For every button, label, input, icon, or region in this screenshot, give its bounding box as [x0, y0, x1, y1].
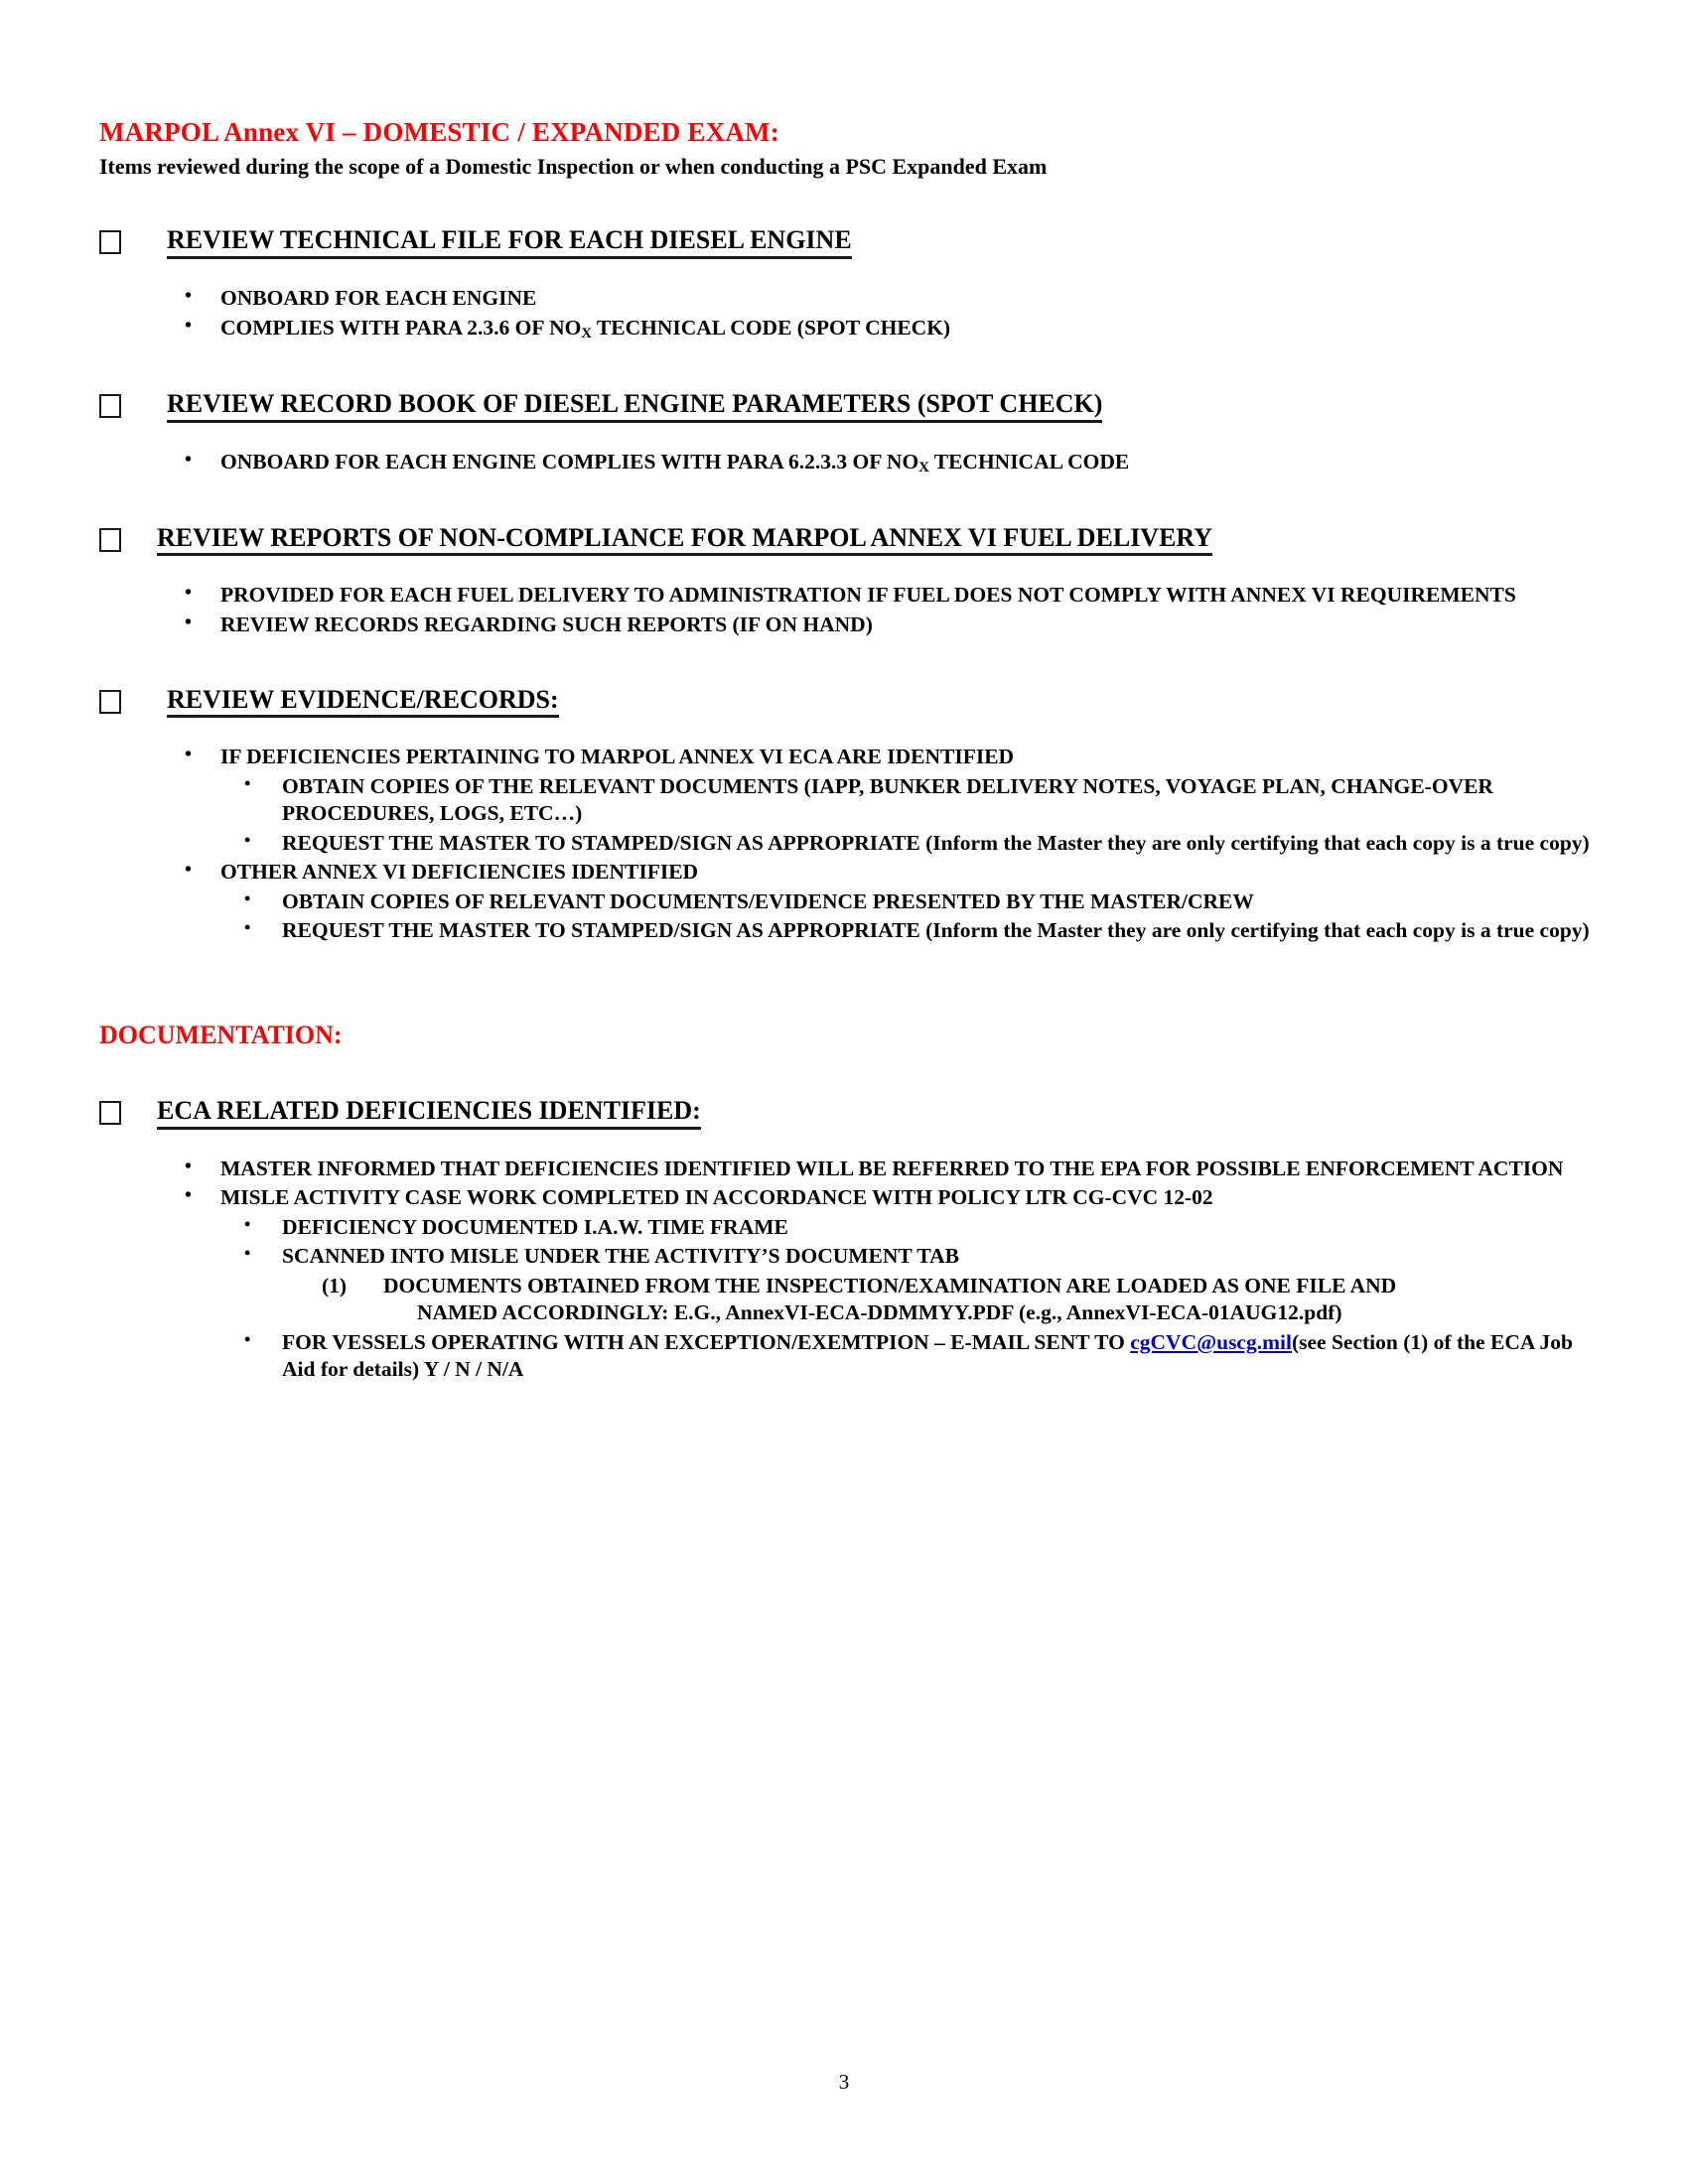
list-item-note: (Inform the Master they are only certifying that each copy is a true copy) — [925, 918, 1590, 943]
page-subtitle: Items reviewed during the scope of a Domestic Inspection or when conducting a PSC Expanded Exam — [99, 154, 1048, 180]
section-heading — [99, 225, 1599, 259]
list-item: • MASTER INFORMED THAT DEFICIENCIES IDENTIFIED WILL BE REFERRED TO THE EPA FOR POSSIBLE ENFORCEMENT ACTION — [177, 1156, 1599, 1183]
list-item: • IF DEFICIENCIES PERTAINING TO MARPOL ANNEX VI ECA ARE IDENTIFIED — [177, 744, 1599, 771]
numbered-line-1: DOCUMENTS OBTAINED FROM THE INSPECTION/EXAMINATION ARE LOADED AS ONE FILE AND — [383, 1273, 1397, 1297]
section-review-evidence-records — [99, 685, 1599, 946]
bullet-list — [99, 1156, 1599, 1384]
section-heading-label: REVIEW REPORTS OF NON-COMPLIANCE FOR MARPOL ANNEX VI FUEL DELIVERY — [157, 523, 1212, 557]
list-item — [177, 315, 1599, 343]
list-item: • OBTAIN COPIES OF RELEVANT DOCUMENTS/EVIDENCE PRESENTED BY THE MASTER/CREW — [238, 888, 1599, 916]
checkbox-icon[interactable] — [99, 1101, 121, 1125]
numbered-list — [238, 1273, 1599, 1327]
subscript-x: X — [581, 326, 592, 342]
list-item — [177, 449, 1599, 478]
section-review-reports-non-compliance — [99, 523, 1599, 639]
section-review-technical-file — [99, 225, 1599, 342]
email-link[interactable]: cgCVC@uscg.mil — [1130, 1329, 1292, 1354]
documentation-heading: DOCUMENTATION: — [99, 1021, 343, 1049]
section-review-record-book — [99, 389, 1599, 478]
list-item-text: REQUEST THE MASTER TO STAMPED/SIGN AS APPROPRIATE — [282, 918, 926, 943]
section-heading-label: ECA RELATED DEFICIENCIES IDENTIFIED: — [157, 1096, 701, 1130]
section-heading-label: REVIEW EVIDENCE/RECORDS: — [167, 685, 559, 719]
sub-bullet-list — [177, 1214, 1599, 1384]
sub-bullet-list — [177, 773, 1599, 858]
list-item: • MISLE ACTIVITY CASE WORK COMPLETED IN ACCORDANCE WITH POLICY LTR CG-CVC 12-02 — [177, 1184, 1599, 1212]
list-item: • OTHER ANNEX VI DEFICIENCIES IDENTIFIED — [177, 859, 1599, 887]
sub-bullet-list — [177, 888, 1599, 945]
numbered-marker: (1) — [322, 1273, 348, 1297]
list-item: • REVIEW RECORDS REGARDING SUCH REPORTS (IF ON HAND) — [177, 612, 1599, 639]
list-item-text: COMPLIES WITH PARA 2.3.6 OF NO — [220, 315, 582, 340]
list-item — [238, 1329, 1599, 1384]
page-content — [99, 117, 1599, 1386]
list-item — [238, 830, 1599, 858]
list-item: • DEFICIENCY DOCUMENTED I.A.W. TIME FRAME — [238, 1214, 1599, 1242]
section-heading — [99, 389, 1599, 423]
checkbox-icon[interactable] — [99, 690, 121, 714]
spacer — [99, 947, 1599, 1021]
checkbox-icon[interactable] — [99, 230, 121, 254]
list-item-text: REQUEST THE MASTER TO STAMPED/SIGN AS APPROPRIATE — [282, 830, 926, 855]
list-item: • SCANNED INTO MISLE UNDER THE ACTIVITY’S DOCUMENT TAB — [238, 1243, 1599, 1271]
numbered-line-2: NAMED ACCORDINGLY: E.G., AnnexVI-ECA-DDMMYY.PDF (e.g., AnnexVI-ECA-01AUG12.pdf) — [417, 1300, 1342, 1325]
list-item — [238, 917, 1599, 945]
list-item-text-tail: TECHNICAL CODE — [928, 449, 1130, 474]
section-heading — [99, 685, 1599, 719]
section-heading — [99, 1096, 1599, 1130]
list-item: • OBTAIN COPIES OF THE RELEVANT DOCUMENTS (IAPP, BUNKER DELIVERY NOTES, VOYAGE PLAN, CHANGE-OVER PROCEDURES, LOGS, ETC…) — [238, 773, 1599, 828]
bullet-list — [99, 285, 1599, 342]
section-eca-related-deficiencies — [99, 1096, 1599, 1384]
bullet-list — [99, 582, 1599, 638]
page-title: MARPOL Annex VI – DOMESTIC / EXPANDED EXAM: — [99, 117, 779, 147]
page-number-footer: 3 — [838, 2070, 850, 2094]
checkbox-icon[interactable] — [99, 394, 121, 418]
checkbox-icon[interactable] — [99, 528, 121, 552]
section-heading-label: REVIEW RECORD BOOK OF DIESEL ENGINE PARAMETERS (SPOT CHECK) — [167, 389, 1102, 423]
list-item-text: FOR VESSELS OPERATING WITH AN EXCEPTION/EXEMTPION – E-MAIL SENT TO — [282, 1329, 1131, 1354]
list-item-text: ONBOARD FOR EACH ENGINE COMPLIES WITH PARA 6.2.3.3 OF NO — [220, 449, 919, 474]
bullet-list — [99, 744, 1599, 945]
numbered-item — [322, 1273, 1599, 1327]
list-item-text-tail: TECHNICAL CODE (SPOT CHECK) — [591, 315, 951, 340]
list-item: • PROVIDED FOR EACH FUEL DELIVERY TO ADMINISTRATION IF FUEL DOES NOT COMPLY WITH ANNEX VI REQUIREMENTS — [177, 582, 1599, 610]
list-item-text-tail: (see Section (1) of the ECA Job Aid for details) Y / N / N/A — [282, 1329, 1574, 1382]
section-heading — [99, 523, 1599, 557]
list-item: • ONBOARD FOR EACH ENGINE — [177, 285, 1599, 313]
list-item-note: (Inform the Master they are only certifying that each copy is a true copy) — [925, 830, 1590, 855]
bullet-list — [99, 449, 1599, 478]
section-heading-label: REVIEW TECHNICAL FILE FOR EACH DIESEL ENGINE — [167, 225, 852, 259]
subscript-x: X — [918, 459, 929, 476]
